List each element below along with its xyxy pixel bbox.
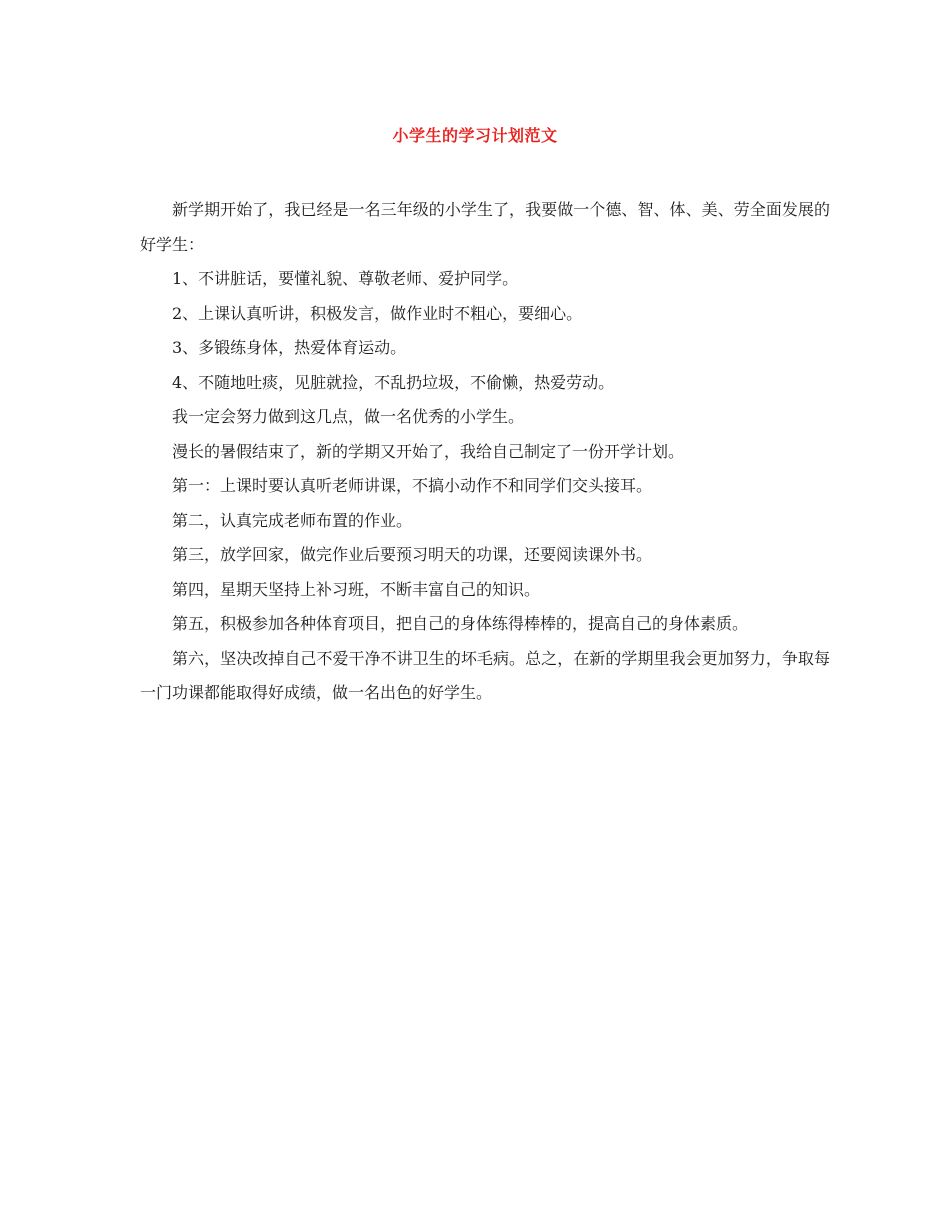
paragraph: 4、不随地吐痰，见脏就捡，不乱扔垃圾，不偷懒，热爱劳动。 <box>172 372 615 392</box>
paragraph: 第四，星期天坚持上补习班，不断丰富自己的知识。 <box>172 579 541 599</box>
document-title: 小学生的学习计划范文 <box>392 126 558 145</box>
paragraph: 第五，积极参加各种体育项目，把自己的身体练得棒棒的，提高自己的身体素质。 <box>172 614 749 633</box>
paragraph: 新学期开始了，我已经是一名三年级的小学生了，我要做一个德、智、体、美、劳全面发展的好学生： <box>140 200 830 254</box>
paragraph: 我一定会努力做到这几点，做一名优秀的小学生。 <box>172 407 525 426</box>
paragraph: 第一：上课时要认真听老师讲课，不搞小动作不和同学们交头接耳。 <box>172 476 653 495</box>
paragraph: 第六，坚决改掉自己不爱干净不讲卫生的坏毛病。总之，在新的学期里我会更加努力，争取每一门功课都能取得好成绩，做一名出色的好学生。 <box>140 648 830 702</box>
paragraph: 3、多锻练身体，热爱体育运动。 <box>172 338 407 357</box>
document-body <box>140 193 830 711</box>
paragraph: 1、不讲脏话，要懂礼貌、尊敬老师、爱护同学。 <box>172 269 519 288</box>
paragraph: 第三，放学回家，做完作业后要预习明天的功课，还要阅读课外书。 <box>172 545 653 564</box>
paragraph: 2、上课认真听讲，积极发言，做作业时不粗心，要细心。 <box>172 303 583 323</box>
paragraph: 漫长的暑假结束了，新的学期又开始了，我给自己制定了一份开学计划。 <box>172 441 685 461</box>
paragraph: 第二，认真完成老师布置的作业。 <box>172 510 413 530</box>
